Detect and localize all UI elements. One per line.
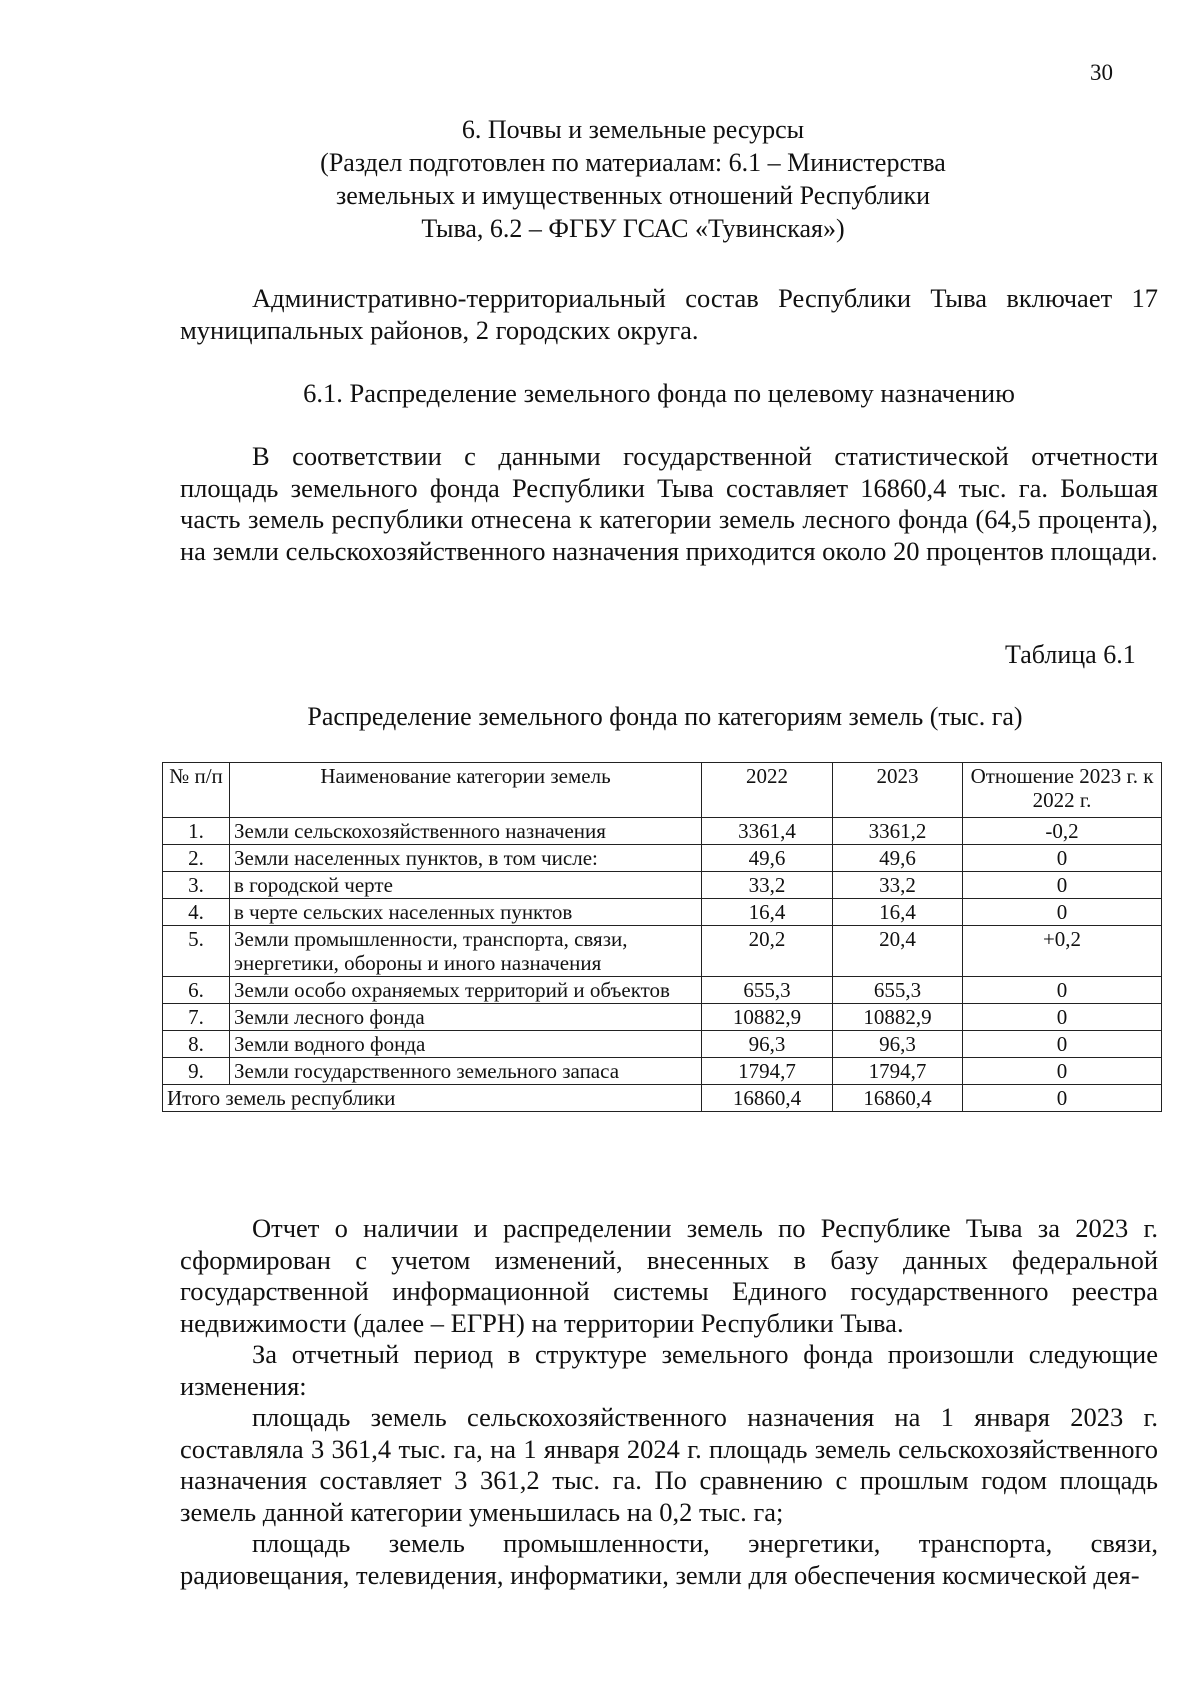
cell-category: Земли лесного фонда (230, 1004, 702, 1031)
table-label: Таблица 6.1 (1005, 640, 1136, 669)
subsection-title: 6.1. Распределение земельного фонда по целевому назначению (303, 378, 1015, 408)
cell-number: 4. (163, 899, 230, 926)
cell-category: Земли сельскохозяйственного назначения (230, 818, 702, 845)
fund-paragraph: В соответствии с данными государственной статистической отчетности площадь земельного фонда Республики Тыва составляет 16860,4 тыс. га. Большая часть земель республики отнесена к категории земель лесного фонда (64,5 процента), на земли сельскохозяйственного назначения приходится около 20 процентов площади. (180, 441, 1158, 566)
cell-ratio: 0 (963, 977, 1162, 1004)
cell-2022: 16,4 (702, 899, 833, 926)
cell-2022: 655,3 (702, 977, 833, 1004)
table-row (163, 845, 1162, 872)
col-header-ratio: Отношение 2023 г. к 2022 г. (963, 763, 1162, 818)
cell-2023: 655,3 (833, 977, 963, 1004)
table-total-row (163, 1085, 1162, 1112)
cell-category: Земли промышленности, транспорта, связи, энергетики, обороны и иного назначения (230, 926, 702, 977)
cell-2023: 10882,9 (833, 1004, 963, 1031)
col-header-2022: 2022 (702, 763, 833, 818)
cell-2022: 33,2 (702, 872, 833, 899)
cell-number: 7. (163, 1004, 230, 1031)
cell-category: в черте сельских населенных пунктов (230, 899, 702, 926)
cell-2023: 49,6 (833, 845, 963, 872)
cell-2022: 3361,4 (702, 818, 833, 845)
cell-category: Земли населенных пунктов, в том числе: (230, 845, 702, 872)
cell-ratio: 0 (963, 1058, 1162, 1085)
table-caption: Распределение земельного фонда по категориям земель (тыс. га) (307, 702, 1023, 731)
cell-number: 3. (163, 872, 230, 899)
cell-2023: 1794,7 (833, 1058, 963, 1085)
heading-line: (Раздел подготовлен по материалам: 6.1 – Министерства (320, 148, 946, 177)
cell-ratio: +0,2 (963, 926, 1162, 977)
col-header-number: № п/п (163, 763, 230, 818)
cell-total-2023: 16860,4 (833, 1085, 963, 1112)
cell-ratio: 0 (963, 845, 1162, 872)
cell-category: Земли государственного земельного запаса (230, 1058, 702, 1085)
cell-2023: 96,3 (833, 1031, 963, 1058)
cell-2022: 1794,7 (702, 1058, 833, 1085)
agri-paragraph: площадь земель сельскохозяйственного назначения на 1 января 2023 г. составляла 3 361,4 тыс. га, на 1 января 2024 г. площадь земель сельскохозяйственного назначения составляет 3 361,2 тыс. га. По сравнению с прошлым годом площадь земель данной категории уменьшилась на 0,2 тыс. га; (180, 1402, 1158, 1527)
cell-total-ratio: 0 (963, 1085, 1162, 1112)
cell-total-2022: 16860,4 (702, 1085, 833, 1112)
cell-number: 8. (163, 1031, 230, 1058)
table-row (163, 1058, 1162, 1085)
land-fund-table (162, 762, 1162, 1112)
table-row (163, 1031, 1162, 1058)
cell-2022: 10882,9 (702, 1004, 833, 1031)
cell-total-label: Итого земель республики (163, 1085, 702, 1112)
cell-number: 6. (163, 977, 230, 1004)
intro-paragraph: Административно-территориальный состав Республики Тыва включает 17 муниципальных районов, 2 городских округа. (180, 283, 1158, 345)
changes-paragraph: За отчетный период в структуре земельного фонда произошли следующие изменения: (180, 1339, 1158, 1401)
heading-line: Тыва, 6.2 – ФГБУ ГСАС «Тувинская») (421, 214, 845, 243)
cell-number: 2. (163, 845, 230, 872)
cell-ratio: -0,2 (963, 818, 1162, 845)
cell-number: 5. (163, 926, 230, 977)
cell-2023: 33,2 (833, 872, 963, 899)
table-row (163, 926, 1162, 977)
table-row (163, 899, 1162, 926)
table-row (163, 872, 1162, 899)
table-row (163, 818, 1162, 845)
cell-ratio: 0 (963, 899, 1162, 926)
table-header-row (163, 763, 1162, 818)
table-row (163, 977, 1162, 1004)
heading-line: 6. Почвы и земельные ресурсы (461, 115, 805, 144)
cell-2022: 49,6 (702, 845, 833, 872)
col-header-2023: 2023 (833, 763, 963, 818)
cell-category: Земли водного фонда (230, 1031, 702, 1058)
cell-2023: 3361,2 (833, 818, 963, 845)
cell-2023: 20,4 (833, 926, 963, 977)
cell-number: 1. (163, 818, 230, 845)
cell-number: 9. (163, 1058, 230, 1085)
cell-2022: 96,3 (702, 1031, 833, 1058)
col-header-category: Наименование категории земель (230, 763, 702, 818)
report-paragraph: Отчет о наличии и распределении земель по Республике Тыва за 2023 г. сформирован с учетом изменений, внесенных в базу данных федеральной государственной информационной системы Единого государственного реестра недвижимости (далее – ЕГРН) на территории Республики Тыва. (180, 1213, 1158, 1338)
cell-2023: 16,4 (833, 899, 963, 926)
cell-2022: 20,2 (702, 926, 833, 977)
cell-category: Земли особо охраняемых территорий и объектов (230, 977, 702, 1004)
cell-ratio: 0 (963, 1004, 1162, 1031)
page-number: 30 (1090, 60, 1113, 85)
section-heading (170, 113, 1096, 245)
cell-ratio: 0 (963, 1031, 1162, 1058)
table-row (163, 1004, 1162, 1031)
cell-category: в городской черте (230, 872, 702, 899)
cell-ratio: 0 (963, 872, 1162, 899)
industry-paragraph: площадь земель промышленности, энергетики, транспорта, связи, радиовещания, телевидения, информатики, земли для обеспечения космической дея- (180, 1528, 1158, 1590)
heading-line: земельных и имущественных отношений Республики (335, 181, 931, 210)
